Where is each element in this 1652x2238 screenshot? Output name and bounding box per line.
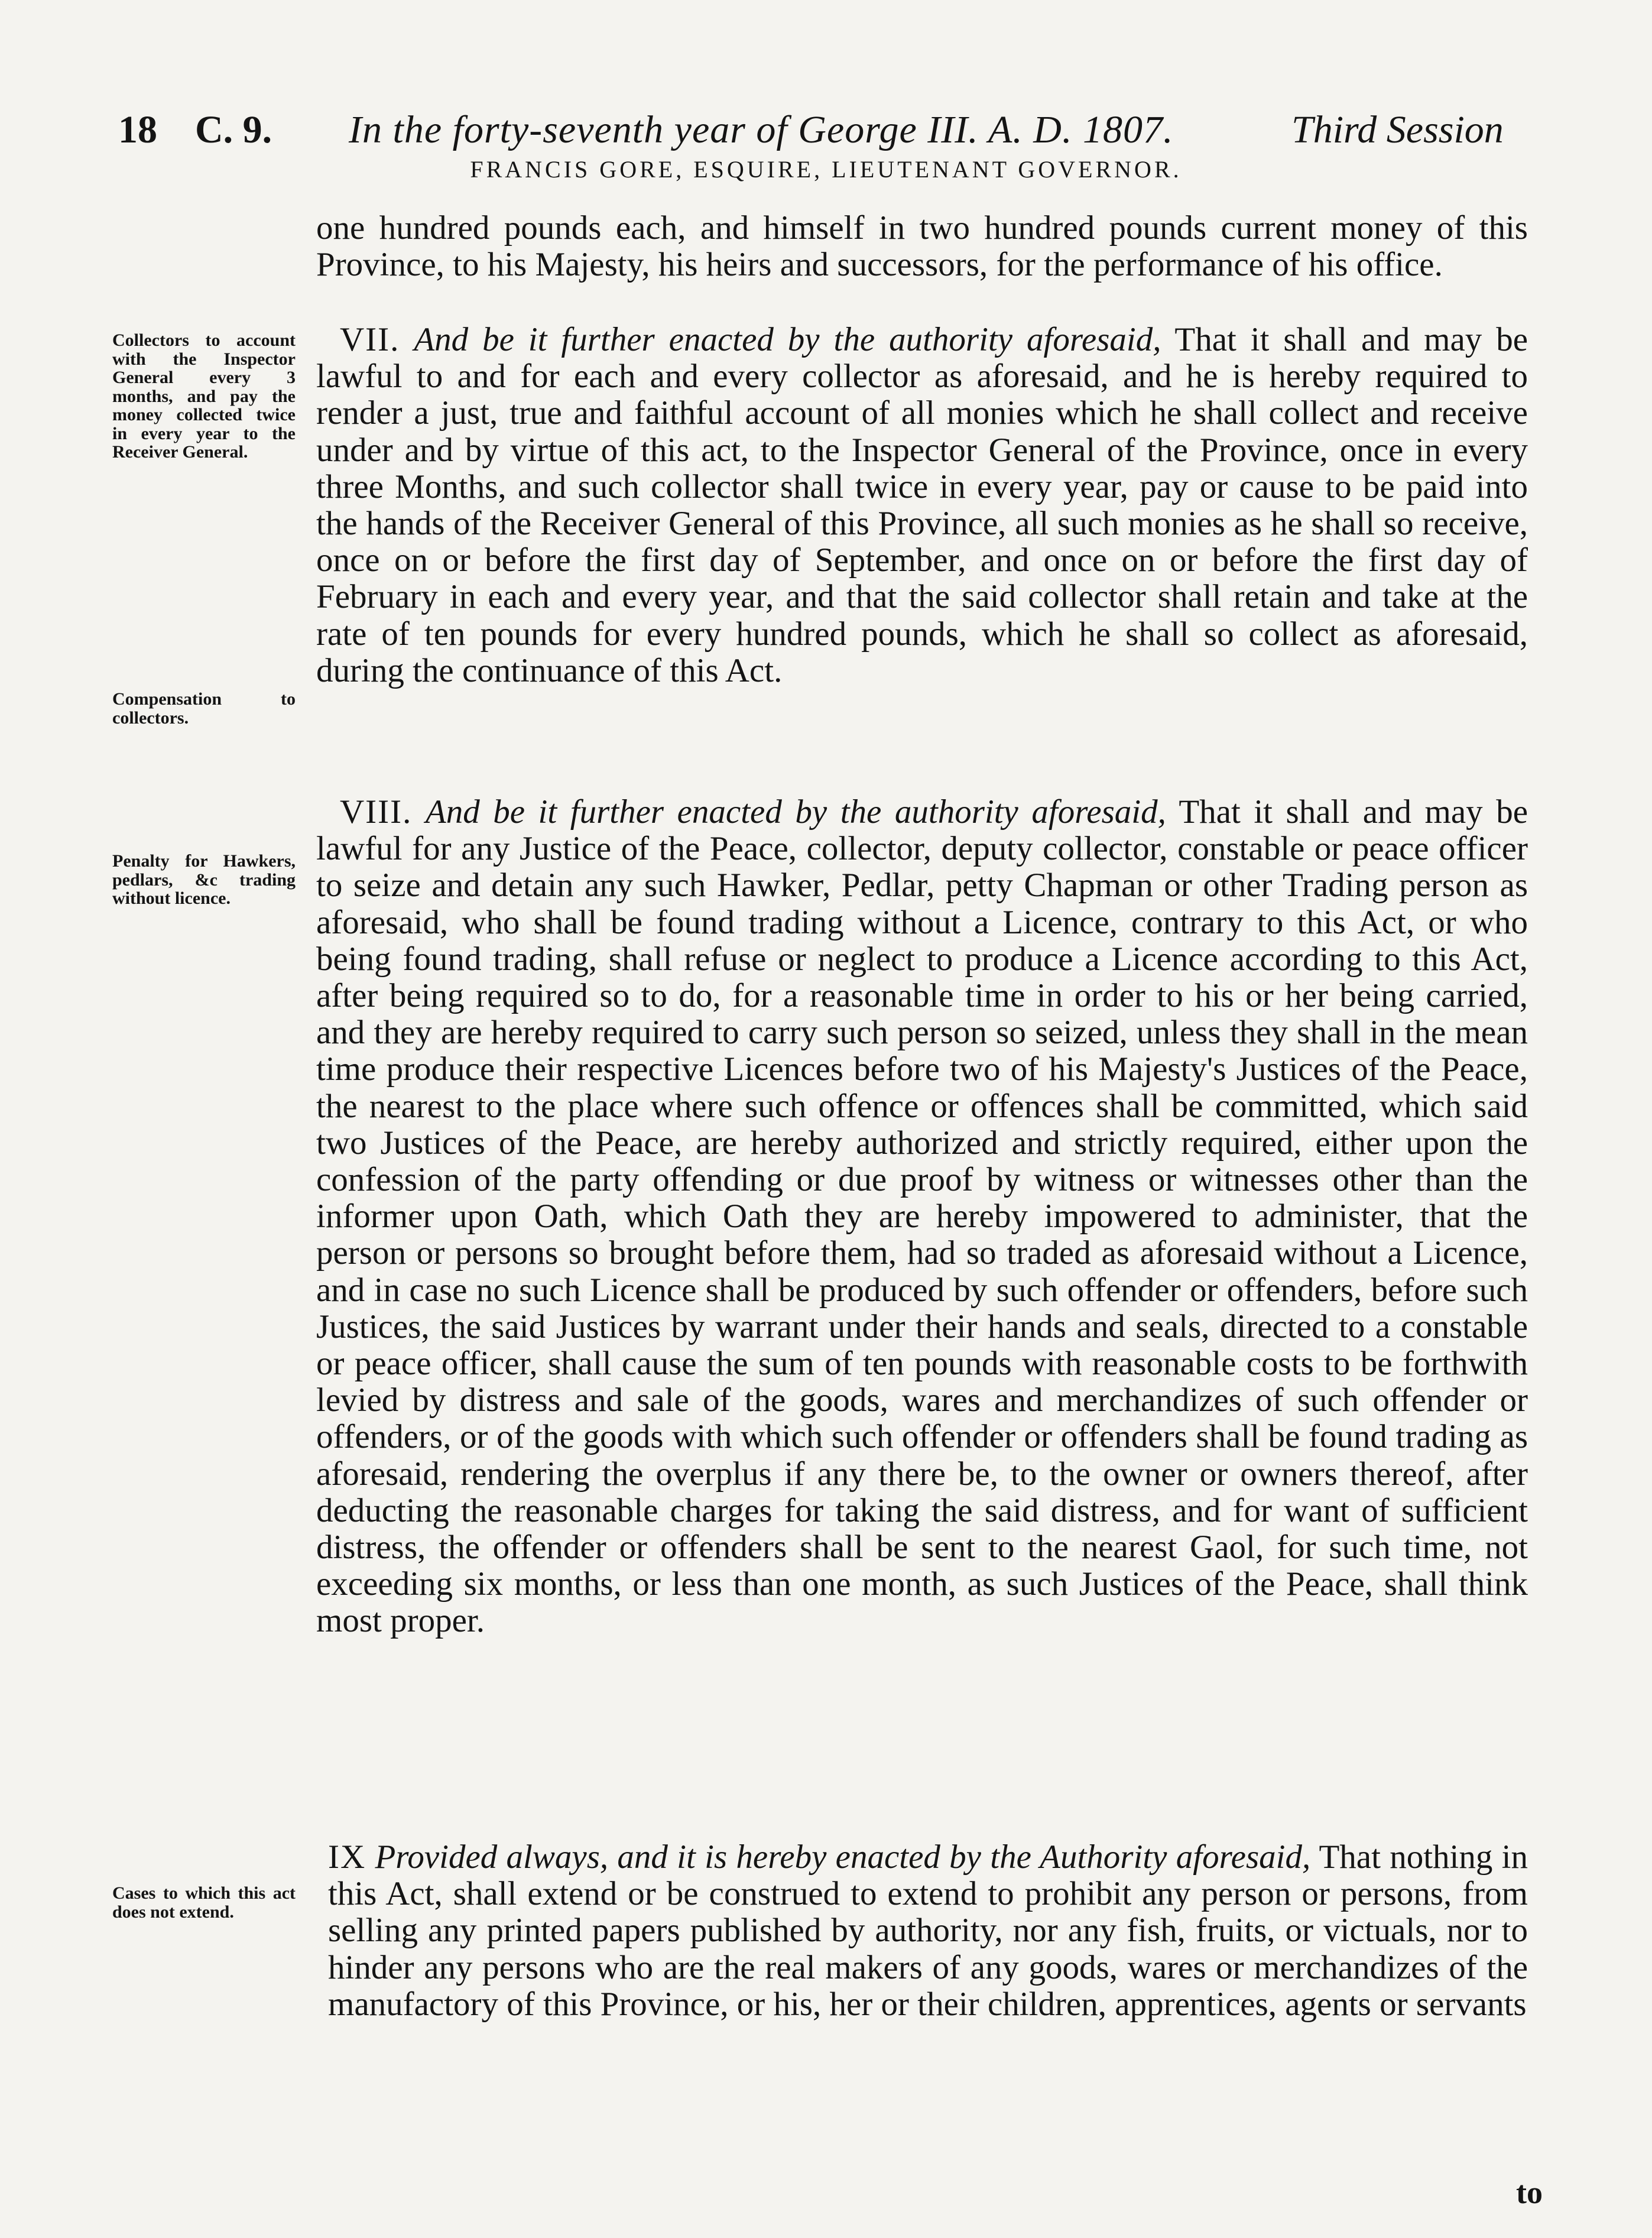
page-number: 18 [118, 108, 157, 151]
paragraph-continuation-text: one hundred pounds each, and himself in two hundred pounds current money of this Province, to his Majesty, his heirs and successors, for the performance of his office. [316, 209, 1528, 284]
margin-note-cases: Cases to which this act does not extend. [112, 1883, 296, 1922]
section-viii-enacting-clause: And be it further enacted by the authority aforesaid, [425, 793, 1166, 831]
section-viii [316, 794, 1528, 1640]
margin-note-compensation: Compensation to collectors. [112, 689, 296, 728]
paragraph-continuation [316, 210, 1528, 283]
section-vii-numeral: VII. [340, 321, 400, 358]
section-ix-numeral: IX [328, 1838, 366, 1876]
section-ix-text: That nothing in this Act, shall extend or be construed to extend to prohibit any person or persons, from selling any printed papers published by authority, nor any fish, fruits, or victuals, nor to hinder any persons who are the real makers of any goods, wares or merchandizes of the manufactory of this Province, or his, her or their children, apprentices, agents or servants [328, 1838, 1528, 2023]
section-viii-text: That it shall and may be lawful for any Justice of the Peace, collector, deputy collector, constable or peace officer to seize and detain any such Hawker, Pedlar, petty Chapman or other Trading person as aforesaid, who shall be found trading without a Licence, contrary to this Act, or who being found trading, shall refuse or neglect to produce a Licence according to this Act, after being required so to do, for a reasonable time in order to his or her being carried, and they are hereby required to carry such person so seized, unless they shall in the mean time produce their respective Licences before two of his Majesty's Justices of the Peace, the nearest to the place where such offence or offences shall be committed, which said two Justices of the Peace, are hereby authorized and strictly required, either upon the confession of the party offending or due proof by witness or witnesses other than the informer upon Oath, which Oath they are hereby impowered to administer, that the person or persons so brought before them, had so traded as aforesaid without a Licence, and in case no such Licence shall be produced by such offender or offenders, before such Justices, the said Justices by warrant under their hands and seals, directed to a constable or peace officer, shall cause the sum of ten pounds with reasonable costs to be forthwith levied by distress and sale of the goods, wares and merchandizes of such offender or offenders, or of the goods with which such offender or offenders shall be found trading as aforesaid, rendering the overplus if any there be, to the owner or owners thereof, after deducting the reasonable charges for taking the said distress, and for want of sufficient distress, the offender or offenders shall be sent to the nearest Gaol, for such time, not exceeding six months, or less than one month, as such Justices of the Peace, shall think most proper. [316, 793, 1528, 1640]
margin-note-collectors-account: Collectors to account with the Inspector General every 3 months, and pay the money collected twice in every year to the Receiver General. [112, 330, 296, 462]
margin-note-penalty: Penalty for Hawkers, pedlars, &c trading without licence. [112, 851, 296, 908]
section-vii [316, 322, 1528, 689]
governor-line: FRANCIS GORE, ESQUIRE, LIEUTENANT GOVERNOR. [470, 156, 1182, 183]
act-title: In the forty-seventh year of George III. A. D. 1807. [349, 108, 1174, 151]
session-label: Third Session [1291, 108, 1504, 151]
section-ix-enacting-clause: Provided always, and it is hereby enacted by the Authority aforesaid, [375, 1838, 1311, 1876]
chapter-number: C. 9. [195, 108, 272, 151]
section-ix [328, 1839, 1528, 2023]
section-vii-enacting-clause: And be it further enacted by the authority aforesaid, [414, 321, 1161, 358]
section-vii-text: That it shall and may be lawful to and for each and every collector as aforesaid, and he is hereby required to render a just, true and faithful account of all monies which he shall collect and receive under and by virtue of this act, to the Inspector General of the Province, once in every three Months, and such collector shall twice in every year, pay or cause to be paid into the hands of the Receiver General of this Province, all such monies as he shall so receive, once on or before the first day of September, and once on or before the first day of February in each and every year, and that the said collector shall retain and take at the rate of ten pounds for every hundred pounds, which he shall so collect as aforesaid, during the continuance of this Act. [316, 321, 1528, 689]
running-header [118, 106, 1537, 154]
section-viii-numeral: VIII. [340, 793, 413, 831]
catchword: to [1516, 2175, 1543, 2210]
